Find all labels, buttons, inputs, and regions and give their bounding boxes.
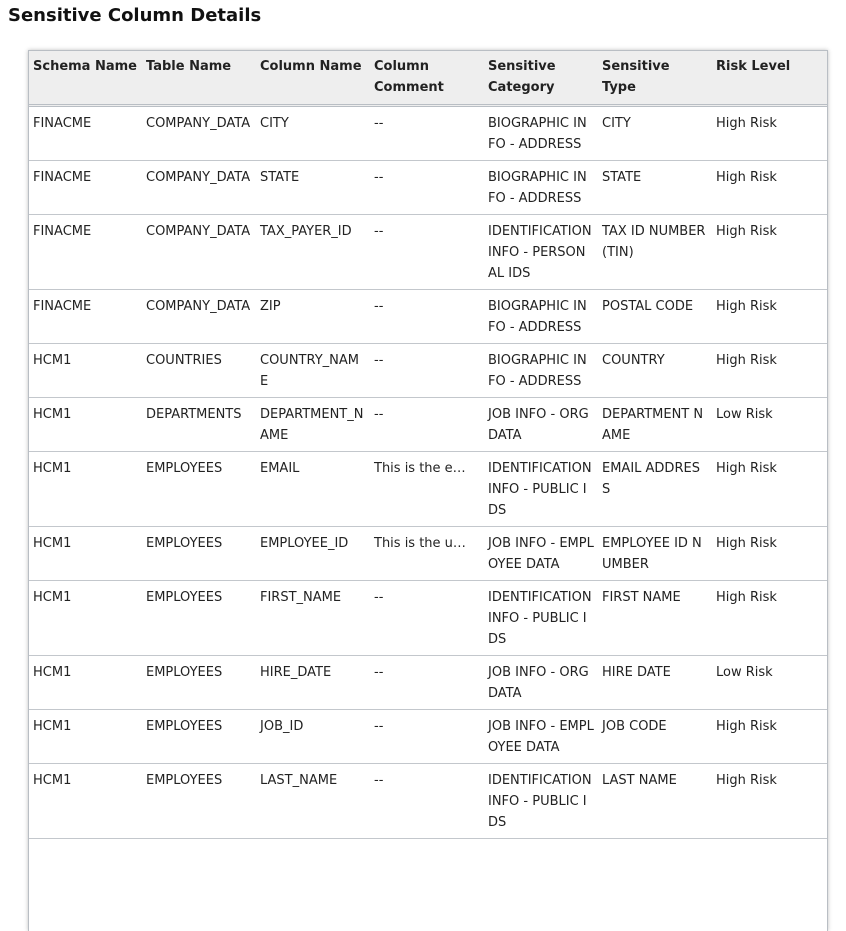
cell-column-comment: -- (370, 161, 484, 215)
cell-table-name: DEPARTMENTS (142, 398, 256, 452)
cell-schema-name: HCM1 (29, 581, 142, 656)
table-row (29, 452, 827, 527)
cell-schema-name: HCM1 (29, 764, 142, 839)
cell-schema-name: HCM1 (29, 452, 142, 527)
cell-column-comment: -- (370, 344, 484, 398)
cell-table-name: COMPANY_DATA (142, 290, 256, 344)
cell-column-comment: -- (370, 398, 484, 452)
cell-column-comment: -- (370, 215, 484, 290)
cell-schema-name: HCM1 (29, 398, 142, 452)
cell-table-name: COMPANY_DATA (142, 106, 256, 161)
cell-risk-level: High Risk (712, 710, 827, 764)
cell-column-comment: -- (370, 290, 484, 344)
page-title: Sensitive Column Details (8, 5, 262, 26)
table-row (29, 581, 827, 656)
cell-column-name: LAST_NAME (256, 764, 370, 839)
cell-sensitive-category: IDENTIFICATION INFO - PUBLIC IDS (484, 452, 598, 527)
cell-schema-name: FINACME (29, 290, 142, 344)
table-row (29, 710, 827, 764)
cell-schema-name: FINACME (29, 215, 142, 290)
cell-column-comment: -- (370, 106, 484, 161)
table-row (29, 344, 827, 398)
cell-sensitive-type: CITY (598, 106, 712, 161)
header-table-name[interactable]: Table Name (142, 51, 256, 106)
cell-risk-level: High Risk (712, 161, 827, 215)
table-row (29, 764, 827, 839)
header-column-comment[interactable]: Column Comment (370, 51, 484, 106)
table-body (29, 106, 827, 839)
table-row (29, 290, 827, 344)
sensitive-columns-table-container[interactable] (28, 50, 828, 931)
table-header (29, 51, 827, 106)
header-sensitive-category[interactable]: Sensitive Category (484, 51, 598, 106)
cell-column-name: TAX_PAYER_ID (256, 215, 370, 290)
cell-sensitive-type: STATE (598, 161, 712, 215)
cell-sensitive-type: LAST NAME (598, 764, 712, 839)
table-row (29, 527, 827, 581)
cell-risk-level: High Risk (712, 290, 827, 344)
cell-table-name: COUNTRIES (142, 344, 256, 398)
cell-column-comment: -- (370, 656, 484, 710)
cell-sensitive-type: POSTAL CODE (598, 290, 712, 344)
cell-risk-level: Low Risk (712, 398, 827, 452)
cell-sensitive-category: IDENTIFICATION INFO - PERSONAL IDS (484, 215, 598, 290)
table-row (29, 161, 827, 215)
cell-sensitive-category: BIOGRAPHIC INFO - ADDRESS (484, 344, 598, 398)
table-row (29, 215, 827, 290)
cell-sensitive-category: JOB INFO - EMPLOYEE DATA (484, 710, 598, 764)
cell-table-name: COMPANY_DATA (142, 215, 256, 290)
cell-sensitive-type: FIRST NAME (598, 581, 712, 656)
cell-sensitive-category: BIOGRAPHIC INFO - ADDRESS (484, 106, 598, 161)
cell-schema-name: FINACME (29, 106, 142, 161)
cell-risk-level: High Risk (712, 581, 827, 656)
cell-schema-name: HCM1 (29, 527, 142, 581)
cell-column-comment: -- (370, 710, 484, 764)
cell-column-comment: This is the u… (370, 527, 484, 581)
header-column-name[interactable]: Column Name (256, 51, 370, 106)
cell-column-name: COUNTRY_NAME (256, 344, 370, 398)
cell-sensitive-category: BIOGRAPHIC INFO - ADDRESS (484, 161, 598, 215)
cell-column-comment: -- (370, 581, 484, 656)
cell-risk-level: High Risk (712, 215, 827, 290)
cell-column-comment: This is the e… (370, 452, 484, 527)
cell-sensitive-type: DEPARTMENT NAME (598, 398, 712, 452)
header-risk-level[interactable]: Risk Level (712, 51, 827, 106)
cell-column-name: ZIP (256, 290, 370, 344)
cell-column-name: EMAIL (256, 452, 370, 527)
cell-sensitive-category: IDENTIFICATION INFO - PUBLIC IDS (484, 764, 598, 839)
cell-risk-level: High Risk (712, 527, 827, 581)
table-row (29, 656, 827, 710)
cell-sensitive-category: BIOGRAPHIC INFO - ADDRESS (484, 290, 598, 344)
cell-sensitive-category: JOB INFO - ORG DATA (484, 656, 598, 710)
cell-schema-name: HCM1 (29, 344, 142, 398)
cell-table-name: EMPLOYEES (142, 764, 256, 839)
cell-schema-name: FINACME (29, 161, 142, 215)
cell-table-name: EMPLOYEES (142, 710, 256, 764)
header-schema-name[interactable]: Schema Name (29, 51, 142, 106)
cell-column-comment: -- (370, 764, 484, 839)
cell-column-name: EMPLOYEE_ID (256, 527, 370, 581)
sensitive-columns-table (29, 51, 827, 839)
cell-table-name: EMPLOYEES (142, 581, 256, 656)
cell-risk-level: High Risk (712, 106, 827, 161)
cell-table-name: EMPLOYEES (142, 656, 256, 710)
cell-sensitive-category: JOB INFO - EMPLOYEE DATA (484, 527, 598, 581)
cell-risk-level: Low Risk (712, 656, 827, 710)
cell-column-name: DEPARTMENT_NAME (256, 398, 370, 452)
table-row (29, 398, 827, 452)
cell-sensitive-type: JOB CODE (598, 710, 712, 764)
header-sensitive-type[interactable]: Sensitive Type (598, 51, 712, 106)
cell-table-name: EMPLOYEES (142, 527, 256, 581)
cell-risk-level: High Risk (712, 344, 827, 398)
header-row (29, 51, 827, 106)
cell-schema-name: HCM1 (29, 710, 142, 764)
cell-column-name: CITY (256, 106, 370, 161)
cell-sensitive-type: EMPLOYEE ID NUMBER (598, 527, 712, 581)
cell-sensitive-type: EMAIL ADDRESS (598, 452, 712, 527)
cell-sensitive-type: HIRE DATE (598, 656, 712, 710)
cell-schema-name: HCM1 (29, 656, 142, 710)
cell-column-name: FIRST_NAME (256, 581, 370, 656)
cell-risk-level: High Risk (712, 764, 827, 839)
cell-column-name: JOB_ID (256, 710, 370, 764)
cell-risk-level: High Risk (712, 452, 827, 527)
cell-table-name: EMPLOYEES (142, 452, 256, 527)
cell-sensitive-category: JOB INFO - ORG DATA (484, 398, 598, 452)
cell-sensitive-type: TAX ID NUMBER (TIN) (598, 215, 712, 290)
cell-column-name: HIRE_DATE (256, 656, 370, 710)
table-row (29, 106, 827, 161)
cell-table-name: COMPANY_DATA (142, 161, 256, 215)
cell-sensitive-type: COUNTRY (598, 344, 712, 398)
cell-sensitive-category: IDENTIFICATION INFO - PUBLIC IDS (484, 581, 598, 656)
cell-column-name: STATE (256, 161, 370, 215)
